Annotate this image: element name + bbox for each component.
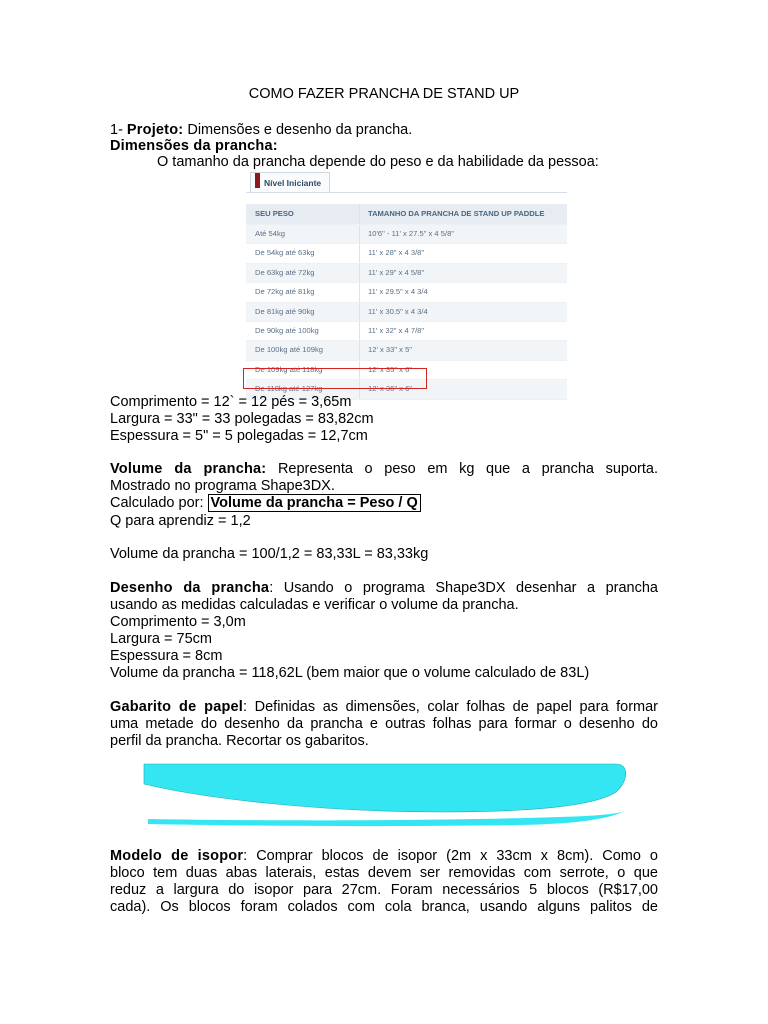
table-row-highlighted xyxy=(246,341,567,360)
volume-result: Volume da prancha = 100/1,2 = 83,33L = 83,33kg xyxy=(110,546,429,562)
volume-calc-prefix: Calculado por: xyxy=(110,495,208,511)
modelo-text-4: cada). Os blocos foram colados com cola branca, usando alguns palitos de xyxy=(110,899,658,915)
table-cell-weight: De 118kg até 127kg xyxy=(255,384,323,394)
medida-comprimento: Comprimento = 12` = 12 pés = 3,65m xyxy=(110,394,352,410)
table-header-weight: SEU PESO xyxy=(255,209,294,218)
table-cell-weight: De 109kg até 118kg xyxy=(255,364,323,374)
level-badge xyxy=(250,172,330,193)
gabarito-text-1: : Definidas as dimensões, colar folhas de papel para formar xyxy=(243,699,658,715)
desenho-line-1 xyxy=(110,580,658,597)
table-cell-weight: De 72kg até 81kg xyxy=(255,287,315,297)
table-cell-size: 12' x 33" x 5" xyxy=(368,345,412,355)
board-template-illustration xyxy=(140,758,630,830)
table-cell-size: 12' x 36" x 6" xyxy=(368,384,412,394)
projeto-label: Projeto: xyxy=(126,122,184,138)
volume-text-2: Mostrado no programa Shape3DX. xyxy=(110,478,335,494)
table-cell-size: 11' x 29" x 4 5/8" xyxy=(368,267,425,277)
level-badge-label: Nível Iniciante xyxy=(264,178,322,188)
table-row xyxy=(246,283,567,302)
medida-espessura: Espessura = 5" = 5 polegadas = 12,7cm xyxy=(110,428,368,444)
dimensoes-heading-line xyxy=(110,138,658,155)
gabarito-text-3: perfil da prancha. Recortar os gabaritos. xyxy=(110,733,369,749)
desenho-espessura: Espessura = 8cm xyxy=(110,648,223,664)
page-title: COMO FAZER PRANCHA DE STAND UP xyxy=(248,86,520,102)
gabarito-text-2: uma metade do desenho da prancha e outras folhas para formar o desenho do xyxy=(110,716,658,732)
modelo-text-1: : Comprar blocos de isopor (2m x 33cm x 8cm). Como o xyxy=(243,848,659,864)
modelo-text-2: bloco tem duas abas laterais, estas devem ser removidas com serrote, o que xyxy=(110,865,658,881)
table-cell-size: 10'6" - 11' x 27.5" x 4 5/8" xyxy=(368,229,454,238)
board-half-outline xyxy=(144,764,626,812)
table-cell-weight: De 90kg até 100kg xyxy=(255,325,319,335)
gabarito-line-1 xyxy=(110,699,658,716)
table-cell-weight: De 100kg até 109kg xyxy=(255,345,323,355)
table-cell-size: 11' x 32" x 4 7/8" xyxy=(368,325,425,335)
dimensoes-intro: O tamanho da prancha depende do peso e da habilidade da pessoa: xyxy=(157,154,599,170)
modelo-text-3: reduz a largura do isopor para 27cm. Foram necessários 5 blocos (R$17,00 xyxy=(110,882,658,898)
volume-label: Volume da prancha: xyxy=(110,461,267,477)
desenho-text-2: usando as medidas calculadas e verificar o volume da prancha. xyxy=(110,597,519,613)
table-cell-size: 11' x 28" x 4 3/8" xyxy=(368,248,425,258)
table-cell-size: 11' x 30.5" x 4 3/4 xyxy=(368,306,428,316)
table-row xyxy=(246,322,567,341)
table-cell-weight: De 81kg até 90kg xyxy=(255,306,315,316)
table-row xyxy=(246,225,567,244)
table-row xyxy=(246,264,567,283)
badge-divider xyxy=(246,192,567,193)
desenho-text-1: : Usando o programa Shape3DX desenhar a prancha xyxy=(269,580,658,596)
size-table xyxy=(246,204,567,400)
volume-text-1: Representa o peso em kg que a prancha suporta. xyxy=(266,461,659,477)
table-header-size: TAMANHO DA PRANCHA DE STAND UP PADDLE xyxy=(368,209,545,218)
projeto-prefix: 1- xyxy=(110,122,127,138)
highlight-box xyxy=(243,368,427,389)
medida-largura: Largura = 33" = 33 polegadas = 83,82cm xyxy=(110,411,374,427)
desenho-volume: Volume da prancha = 118,62L (bem maior que o volume calculado de 83L) xyxy=(110,665,590,681)
table-cell-weight: Até 54kg xyxy=(255,229,285,238)
volume-calc-line xyxy=(110,495,658,512)
desenho-label: Desenho da prancha xyxy=(110,580,270,596)
table-cell-weight: De 63kg até 72kg xyxy=(255,267,315,277)
volume-q-line: Q para aprendiz = 1,2 xyxy=(110,513,251,529)
modelo-line-1 xyxy=(110,848,658,865)
table-cell-weight: De 54kg até 63kg xyxy=(255,248,315,258)
bookmark-icon xyxy=(255,173,260,188)
modelo-label: Modelo de isopor xyxy=(110,848,244,864)
size-table-image xyxy=(246,170,567,392)
table-row xyxy=(246,303,567,322)
projeto-line xyxy=(110,122,658,139)
table-cell-size: 12' x 35" x 6" xyxy=(368,364,412,374)
table-cell-size: 11' x 29.5" x 4 3/4 xyxy=(368,287,428,297)
projeto-text: Dimensões e desenho da prancha. xyxy=(183,122,413,138)
desenho-comprimento: Comprimento = 3,0m xyxy=(110,614,246,630)
desenho-largura: Largura = 75cm xyxy=(110,631,212,647)
table-header-row xyxy=(246,204,567,225)
volume-line-1 xyxy=(110,461,658,478)
gabarito-label: Gabarito de papel xyxy=(110,699,244,715)
dimensoes-heading: Dimensões da prancha: xyxy=(110,138,278,154)
board-profile-strip xyxy=(148,811,624,826)
table-row xyxy=(246,244,567,263)
volume-formula-box: Volume da prancha = Peso / Q xyxy=(208,494,421,512)
